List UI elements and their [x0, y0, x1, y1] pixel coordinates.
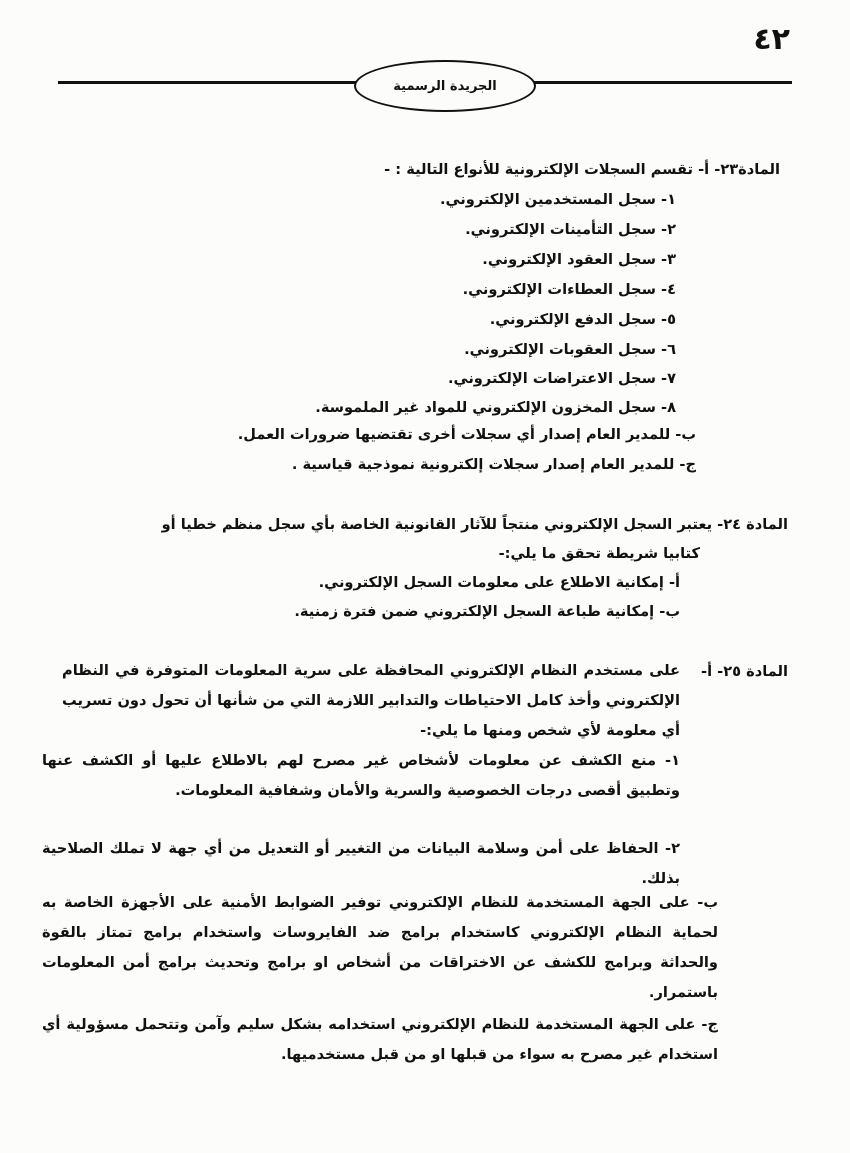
article-23-item: ٢- سجل التأمينات الإلكتروني. — [465, 221, 676, 238]
article-25-clause-a: على مستخدم النظام الإلكتروني المحافظة على سرية المعلومات المتوفرة في النظام الإلكتروني وأخذ كامل الاحتياطات والتدابير اللازمة التي من شأنها أن تحول دون تسريب أي معلومة لأي شخص ومنها ما يلي:- — [62, 662, 680, 739]
article-23-item: ٥- سجل الدفع الإلكتروني. — [489, 311, 676, 328]
gazette-title: الجريدة الرسمية — [393, 78, 497, 94]
article-25-label: المادة ٢٥- أ- — [701, 663, 788, 680]
gazette-title-oval — [354, 60, 536, 112]
article-23-clause-b: ب- للمدير العام إصدار أي سجلات أخرى تقتضيها ضرورات العمل. — [237, 426, 696, 443]
article-24-clause-b: ب- إمكانية طباعة السجل الإلكتروني ضمن فترة زمنية. — [294, 603, 680, 620]
article-23-item: ١- سجل المستخدمين الإلكتروني. — [440, 191, 676, 208]
article-25-item-2: ٢- الحفاظ على أمن وسلامة البيانات من التغيير أو التعديل من أي جهة لا تملك الصلاحية بذلك. — [42, 840, 680, 887]
article-24-lead: المادة ٢٤- يعتبر السجل الإلكتروني منتجاً للآثار القانونية الخاصة بأي سجل منظم خطيا أو — [161, 516, 788, 533]
article-25-clause-b: ب- على الجهة المستخدمة للنظام الإلكتروني توفير الضوابط الأمنية على الأجهزة الخاصة به لحماية النظام الإلكتروني كاستخدام برامج ضد الفايروسات واستخدام برامج تمتاز بالقوة والحداثة وبرامج للكشف عن الاختراقات من أشخاص او برامج وتحديث برامج أمن المعلومات باستمرار. — [42, 894, 718, 1001]
article-25-clause-c: ج- على الجهة المستخدمة للنظام الإلكتروني استخدامه بشكل سليم وآمن وتتحمل مسؤولية أي استخدام غير مصرح به سواء من قبلها او من قبل مستخدميها. — [42, 1016, 718, 1063]
article-23-lead: المادة٢٣- أ- تقسم السجلات الإلكترونية للأنواع التالية : - — [384, 161, 780, 178]
article-23-clause-c: ج- للمدير العام إصدار سجلات إلكترونية نموذجية قياسية . — [291, 456, 696, 473]
article-23-item: ٤- سجل العطاءات الإلكتروني. — [462, 281, 676, 298]
article-24-lead-cont: كتابيا شريطة تحقق ما يلي:- — [498, 545, 700, 562]
article-23-item: ٦- سجل العقوبات الإلكتروني. — [464, 341, 676, 358]
article-23-item: ٨- سجل المخزون الإلكتروني للمواد غير الملموسة. — [315, 399, 676, 416]
article-23-item: ٣- سجل العقود الإلكتروني. — [482, 251, 676, 268]
article-25-item-1: ١- منع الكشف عن معلومات لأشخاص غير مصرح لهم بالاطلاع عليها أو الكشف عنها وتطبيق أقصى درجات الخصوصية والسرية والأمان وشفافية المعلومات. — [42, 752, 680, 799]
article-23-item: ٧- سجل الاعتراضات الإلكتروني. — [448, 370, 676, 387]
page-number: ٤٢ — [753, 22, 790, 57]
article-24-clause-a: أ- إمكانية الاطلاع على معلومات السجل الإلكتروني. — [318, 574, 680, 591]
